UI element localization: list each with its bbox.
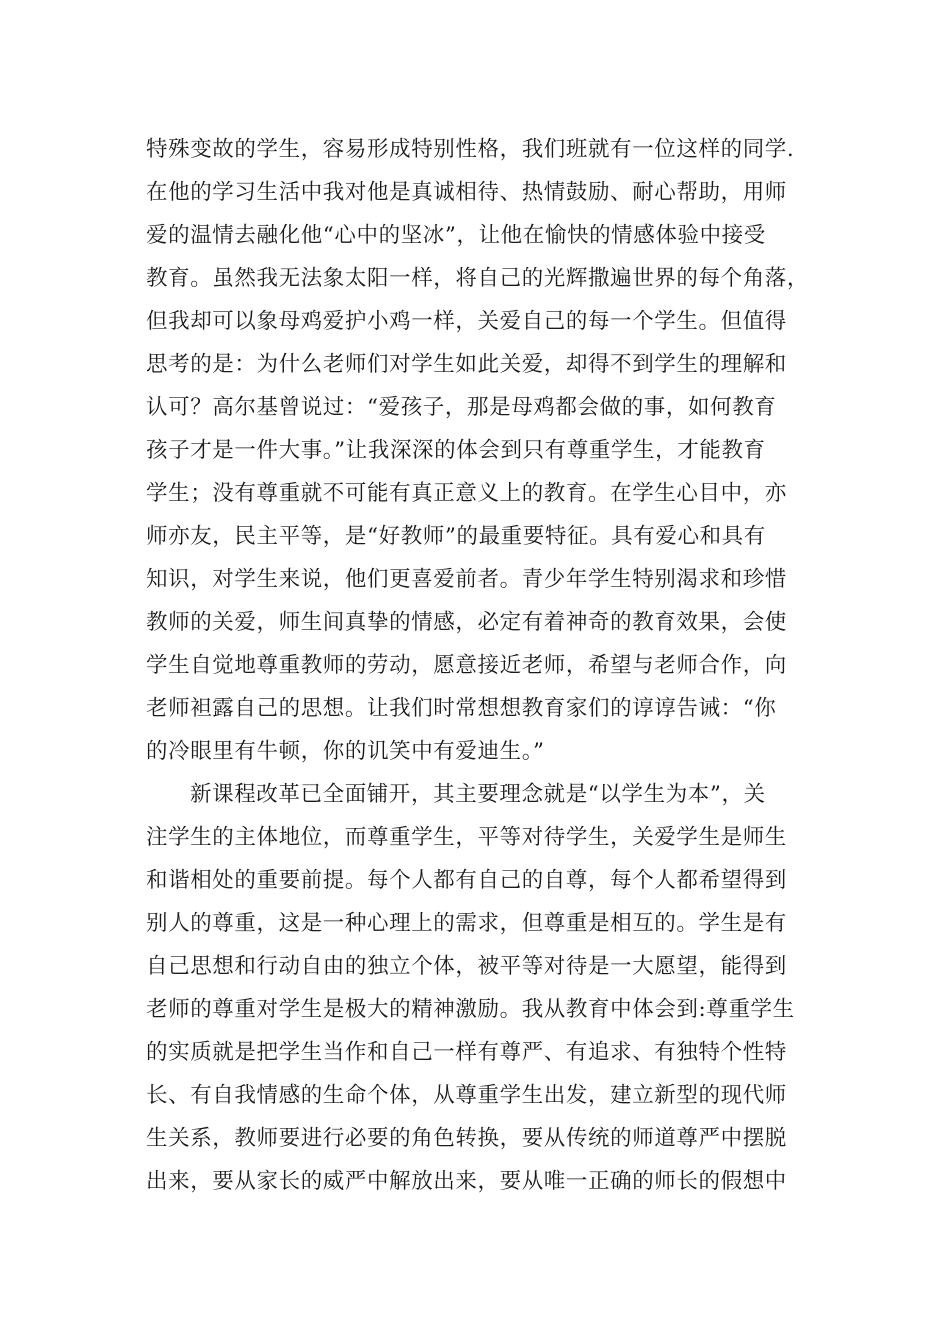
text-line: 知识，对学生来说，他们更喜爱前者。青少年学生特别渴求和珍惜: [146, 567, 787, 592]
paragraph-start-line: 新课程改革已全面铺开，其主要理念就是“以学生为本”，关: [190, 782, 766, 807]
text-line: 生关系，教师要进行必要的角色转换，要从传统的师道尊严中摆脱: [146, 1126, 787, 1151]
text-line: 特殊变故的学生，容易形成特别性格，我们班就有一位这样的同学.: [146, 137, 795, 162]
text-line: 的冷眼里有牛顿，你的讥笑中有爱迪生。”: [146, 739, 545, 764]
text-line: 但我却可以象母鸡爱护小鸡一样，关爱自己的每一个学生。但值得: [146, 309, 787, 334]
text-line: 教育。虽然我无法象太阳一样，将自己的光辉撒遍世界的每个角落，: [146, 266, 810, 291]
text-line: 师亦友，民主平等，是“好教师”的最重要特征。具有爱心和具有: [146, 524, 766, 549]
body-text: [146, 128, 816, 1203]
text-line: 注学生的主体地位，而尊重学生，平等对待学生，关爱学生是师生: [146, 825, 787, 850]
text-line: 思考的是：为什么老师们对学生如此关爱，却得不到学生的理解和: [146, 352, 787, 377]
text-line: 孩子才是一件大事。”让我深深的体会到只有尊重学生，才能教育: [146, 438, 766, 463]
text-line: 在他的学习生活中我对他是真诚相待、热情鼓励、耐心帮助，用师: [146, 180, 787, 205]
text-line: 别人的尊重，这是一种心理上的需求，但尊重是相互的。学生是有: [146, 911, 787, 936]
text-line: 长、有自我情感的生命个体，从尊重学生出发，建立新型的现代师: [146, 1083, 787, 1108]
text-line: 出来，要从家长的威严中解放出来，要从唯一正确的师长的假想中: [146, 1169, 787, 1194]
text-line: 和谐相处的重要前提。每个人都有自己的自尊，每个人都希望得到: [146, 868, 787, 893]
text-line: 老师的尊重对学生是极大的精神激励。我从教育中体会到:尊重学生: [146, 997, 795, 1022]
text-line: 认可？高尔基曾说过：“爱孩子，那是母鸡都会做的事，如何教育: [146, 395, 777, 420]
text-line: 老师袒露自己的思想。让我们时常想想教育家们的谆谆告诫：“你: [146, 696, 777, 721]
text-line: 学生；没有尊重就不可能有真正意义上的教育。在学生心目中，亦: [146, 481, 787, 506]
text-line: 爱的温情去融化他“心中的坚冰”，让他在愉快的情感体验中接受: [146, 223, 766, 248]
text-line: 学生自觉地尊重教师的劳动，愿意接近老师，希望与老师合作，向: [146, 653, 787, 678]
text-line: 自己思想和行动自由的独立个体，被平等对待是一大愿望，能得到: [146, 954, 787, 979]
text-line: 教师的关爱，师生间真挚的情感，必定有着神奇的教育效果，会使: [146, 610, 787, 635]
text-line: 的实质就是把学生当作和自己一样有尊严、有追求、有独特个性特: [146, 1040, 787, 1065]
